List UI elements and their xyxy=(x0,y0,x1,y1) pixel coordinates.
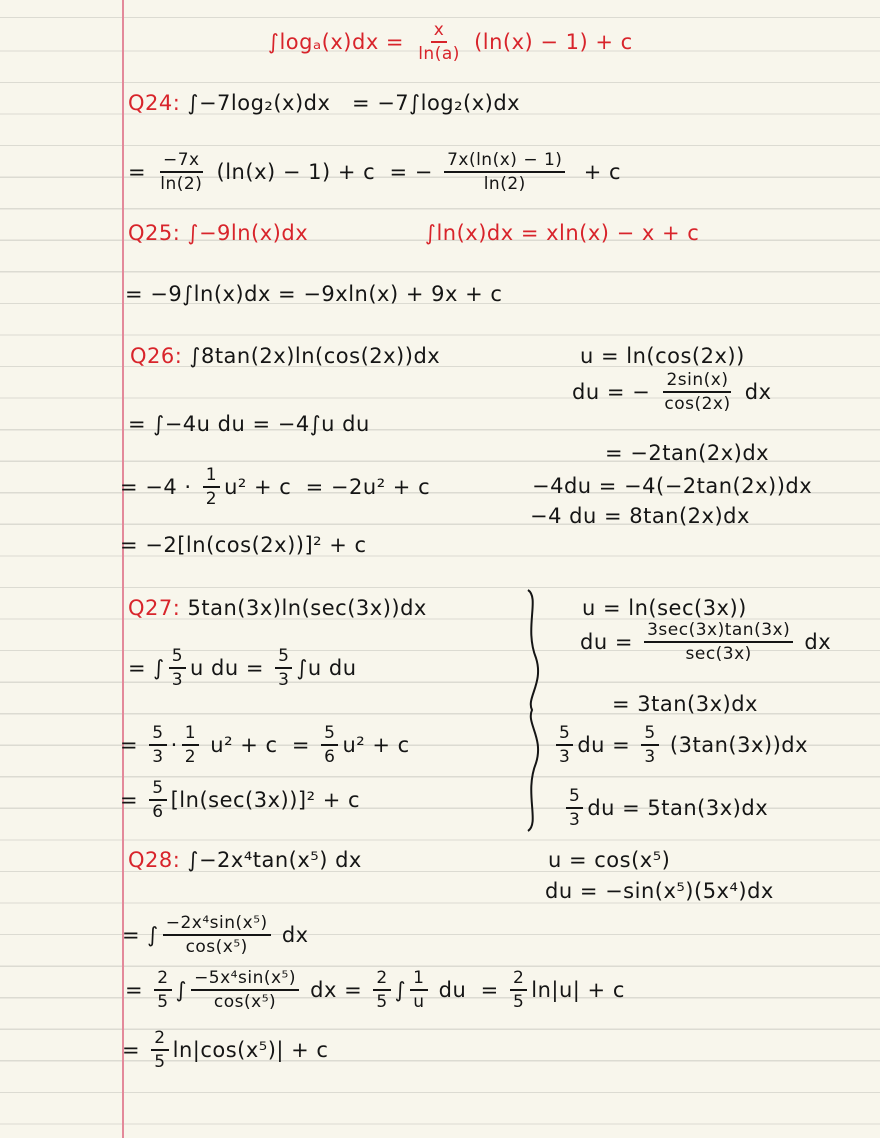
fraction xyxy=(151,1028,168,1072)
math-text: −4 du = 8tan(2x)dx xyxy=(530,504,750,528)
fraction xyxy=(182,723,199,767)
numerator: 2 xyxy=(151,1028,168,1051)
math-line xyxy=(120,533,367,557)
math-text: u² + c = −2u² + c xyxy=(224,475,431,499)
denominator: 6 xyxy=(152,802,164,822)
math-line xyxy=(545,879,774,903)
math-text: u du = xyxy=(190,656,272,680)
math-text: u = ln(sec(3x)) xyxy=(582,596,747,620)
math-text: dx = xyxy=(303,978,370,1002)
fraction xyxy=(661,370,733,414)
math-text: du = 5tan(3x)dx xyxy=(587,796,769,820)
math-text: ∫logₐ(x)dx = xyxy=(268,30,412,54)
numerator: 3sec(3x)tan(3x) xyxy=(644,620,793,643)
math-line xyxy=(530,504,750,528)
question-label: Q25: xyxy=(128,221,188,245)
math-text: u² + c = xyxy=(203,733,318,757)
denominator: 6 xyxy=(324,747,336,767)
math-text: du = xyxy=(580,630,641,654)
denominator: cos(x⁵) xyxy=(213,992,277,1012)
math-text: ln|cos(x⁵)| + c xyxy=(172,1038,329,1062)
denominator: u xyxy=(413,992,425,1012)
math-text: (ln(x) − 1) + c xyxy=(466,30,633,54)
numerator: 5 xyxy=(321,723,338,746)
fraction xyxy=(149,778,166,822)
fraction xyxy=(157,150,205,194)
denominator: 3 xyxy=(559,747,571,767)
fraction xyxy=(149,723,166,767)
question-label: Q24: xyxy=(128,91,188,115)
math-line xyxy=(128,91,520,115)
math-text: = −2tan(2x)dx xyxy=(605,441,770,465)
numerator: 2 xyxy=(154,968,171,991)
math-line xyxy=(580,344,745,368)
numerator: 1 xyxy=(182,723,199,746)
math-line xyxy=(562,786,768,830)
fraction xyxy=(169,646,186,690)
fraction xyxy=(275,646,292,690)
math-line xyxy=(612,692,758,716)
math-text: = 3tan(3x)dx xyxy=(612,692,758,716)
math-text: ∫ xyxy=(175,978,188,1002)
math-text: = ∫ xyxy=(128,656,165,680)
math-line xyxy=(605,441,769,465)
question-label: Q27: xyxy=(128,596,188,620)
math-line xyxy=(128,646,357,690)
denominator: 3 xyxy=(152,747,164,767)
math-text: · xyxy=(170,733,178,757)
numerator: −2x⁴sin(x⁵) xyxy=(163,913,271,936)
denominator: 3 xyxy=(644,747,656,767)
fraction xyxy=(154,968,171,1012)
math-line xyxy=(582,596,747,620)
math-line xyxy=(128,412,370,436)
math-line xyxy=(125,282,502,306)
numerator: 2 xyxy=(373,968,390,991)
question-label: Q26: xyxy=(130,344,190,368)
math-line xyxy=(120,778,360,822)
math-line xyxy=(122,1028,328,1072)
math-text: ln|u| + c xyxy=(531,978,625,1002)
math-line xyxy=(128,596,427,620)
fraction xyxy=(641,723,658,767)
math-text: = xyxy=(128,160,154,184)
fraction xyxy=(191,968,299,1012)
math-text: = xyxy=(120,733,146,757)
numerator: 2 xyxy=(510,968,527,991)
denominator: 3 xyxy=(171,670,184,690)
denominator: ln(2) xyxy=(160,174,203,194)
denominator: ln(2) xyxy=(483,174,526,194)
fraction xyxy=(163,913,271,957)
math-text: du = xyxy=(577,733,638,757)
math-line xyxy=(425,221,699,245)
math-line xyxy=(128,150,621,194)
math-text: = xyxy=(120,788,146,812)
numerator: 5 xyxy=(169,646,186,669)
fraction xyxy=(321,723,338,767)
denominator: sec(3x) xyxy=(685,644,752,664)
math-text: ∫−2x⁴tan(x⁵) dx xyxy=(187,848,362,872)
math-text: (ln(x) − 1) + c = − xyxy=(209,160,441,184)
margin-line xyxy=(122,0,124,1138)
math-line xyxy=(532,474,812,498)
numerator: −5x⁴sin(x⁵) xyxy=(191,968,299,991)
numerator: x xyxy=(431,20,448,43)
curly-brace xyxy=(522,588,546,833)
fraction xyxy=(556,723,573,767)
question-label: Q28: xyxy=(128,848,188,872)
fraction xyxy=(410,968,427,1012)
math-text: ∫ xyxy=(394,978,407,1002)
denominator: cos(x⁵) xyxy=(185,937,248,957)
math-text: ∫8tan(2x)ln(cos(2x))dx xyxy=(189,344,441,368)
math-text: = xyxy=(122,1038,148,1062)
numerator: 1 xyxy=(410,968,427,991)
math-text: du = −sin(x⁵)(5x⁴)dx xyxy=(545,879,774,903)
fraction xyxy=(444,150,565,194)
math-line xyxy=(120,723,410,767)
denominator: 2 xyxy=(184,747,197,767)
denominator: cos(2x) xyxy=(664,394,731,414)
numerator: 5 xyxy=(641,723,658,746)
math-line xyxy=(268,20,633,64)
denominator: 5 xyxy=(376,992,388,1012)
denominator: 5 xyxy=(154,1052,166,1072)
numerator: −7x xyxy=(160,150,203,173)
numerator: 5 xyxy=(566,786,583,809)
denominator: 5 xyxy=(157,992,169,1012)
math-text: = ∫ xyxy=(122,923,159,947)
fraction xyxy=(510,968,527,1012)
math-line xyxy=(580,620,831,664)
math-text: dx xyxy=(737,380,772,404)
fraction xyxy=(415,20,463,64)
math-text: dx xyxy=(797,630,832,654)
math-text: u = cos(x⁵) xyxy=(548,848,671,872)
math-line xyxy=(122,913,309,957)
math-text: = −9∫ln(x)dx = −9xln(x) + 9x + c xyxy=(125,282,503,306)
math-text: −4du = −4(−2tan(2x))dx xyxy=(532,474,813,498)
numerator: 2sin(x) xyxy=(663,370,731,393)
math-line xyxy=(572,370,772,414)
math-text: = ∫−4u du = −4∫u du xyxy=(128,412,370,436)
math-text: = xyxy=(125,978,151,1002)
numerator: 5 xyxy=(275,646,292,669)
question-label: ∫−9ln(x)dx xyxy=(187,221,309,245)
math-line xyxy=(552,723,808,767)
math-text: [ln(sec(3x))]² + c xyxy=(170,788,361,812)
fraction xyxy=(566,786,583,830)
math-text: u² + c xyxy=(342,733,410,757)
math-text: ∫−7log₂(x)dx = −7∫log₂(x)dx xyxy=(187,91,521,115)
math-text: = −2[ln(cos(2x))]² + c xyxy=(120,533,367,557)
fraction xyxy=(644,620,793,664)
math-line xyxy=(120,465,430,509)
math-text: du = xyxy=(431,978,506,1002)
fraction xyxy=(203,465,220,509)
math-line xyxy=(128,848,362,872)
numerator: 5 xyxy=(149,723,166,746)
numerator: 7x(ln(x) − 1) xyxy=(444,150,565,173)
denominator: 2 xyxy=(205,489,218,509)
fraction xyxy=(373,968,390,1012)
denominator: 3 xyxy=(569,810,581,830)
denominator: ln(a) xyxy=(418,44,460,64)
math-line xyxy=(130,344,440,368)
numerator: 1 xyxy=(203,465,220,488)
math-text: = −4 · xyxy=(120,475,199,499)
denominator: 5 xyxy=(512,992,525,1012)
math-text: dx xyxy=(274,923,309,947)
numerator: 5 xyxy=(556,723,573,746)
math-text: du = − xyxy=(572,380,658,404)
math-line xyxy=(548,848,670,872)
math-line xyxy=(125,968,625,1012)
math-line xyxy=(128,221,308,245)
denominator: 3 xyxy=(278,670,290,690)
math-text: + c xyxy=(569,160,622,184)
math-text: u = ln(cos(2x)) xyxy=(580,344,745,368)
math-text: ∫ln(x)dx = xln(x) − x + c xyxy=(425,221,700,245)
math-text: ∫u du xyxy=(296,656,357,680)
numerator: 5 xyxy=(149,778,166,801)
math-text: (3tan(3x))dx xyxy=(662,733,809,757)
math-text: 5tan(3x)ln(sec(3x))dx xyxy=(187,596,427,620)
